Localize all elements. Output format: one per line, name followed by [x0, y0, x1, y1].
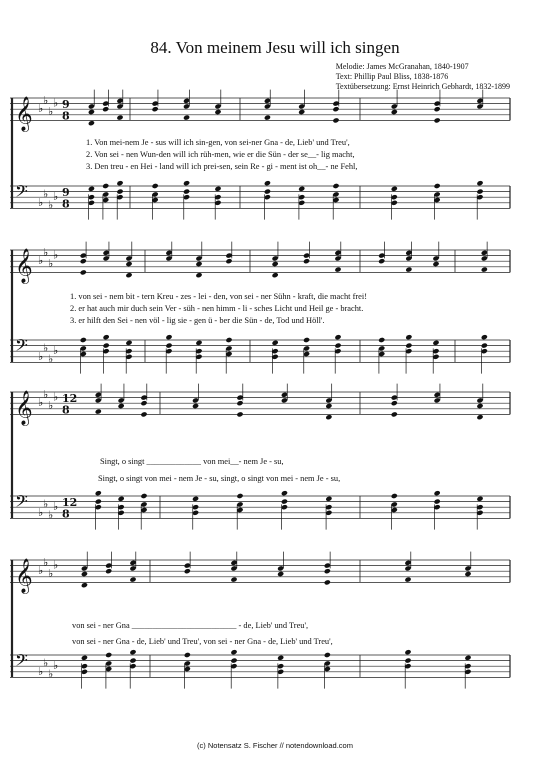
- note-head: [184, 568, 191, 574]
- flat-icon: ♭: [38, 254, 44, 268]
- note-head: [129, 658, 136, 664]
- note-head: [80, 337, 87, 343]
- note-head: [476, 403, 483, 409]
- note-head: [165, 343, 172, 349]
- note-head: [303, 337, 310, 343]
- flat-icon: ♭: [43, 341, 49, 355]
- lyric-sys2-verse2: 2. er hat auch mir duch sein Ver - süh - nen himm - li - sches Licht und Heil ge - bracht.: [70, 304, 364, 313]
- note-head: [192, 496, 199, 502]
- treble-clef-icon: 𝄞: [15, 96, 33, 132]
- note-head: [88, 120, 95, 126]
- note-head: [405, 343, 412, 349]
- note-head: [434, 183, 441, 189]
- note-head: [272, 261, 279, 267]
- note-head: [391, 400, 398, 406]
- note-head: [102, 183, 109, 189]
- flat-icon: ♭: [53, 558, 59, 572]
- flat-icon: ♭: [38, 195, 44, 209]
- note-head: [264, 180, 271, 186]
- note-head: [192, 403, 199, 409]
- note-head: [481, 267, 488, 273]
- flat-icon: ♭: [38, 102, 44, 116]
- note-head: [325, 496, 332, 502]
- note-head: [225, 258, 232, 264]
- note-head: [116, 180, 123, 186]
- note-head: [281, 499, 288, 505]
- note-head: [88, 186, 95, 192]
- note-head: [236, 411, 243, 417]
- time-signature-upper: 12: [62, 496, 78, 510]
- note-head: [80, 269, 87, 275]
- time-signature-lower: 8: [62, 507, 70, 521]
- note-head: [214, 109, 221, 115]
- note-head: [432, 340, 439, 346]
- note-head: [95, 490, 102, 496]
- note-head: [334, 267, 341, 273]
- note-head: [140, 493, 147, 499]
- time-signature-lower: 8: [62, 403, 70, 417]
- text-credit: Text: Phillip Paul Bliss, 1838-1876: [335, 72, 449, 81]
- note-head: [391, 109, 398, 115]
- flat-icon: ♭: [38, 664, 44, 678]
- flat-icon: ♭: [53, 390, 59, 404]
- note-head: [152, 183, 159, 189]
- note-head: [116, 189, 123, 195]
- flat-icon: ♭: [43, 656, 49, 670]
- note-head: [432, 261, 439, 267]
- note-head: [195, 261, 202, 267]
- lyric-sys4-lower: von sei - ner Gna - de, Lieb' und Treu', von sei - ner Gna - de, Lieb' und Treu',: [72, 637, 333, 646]
- flat-icon: ♭: [48, 667, 54, 681]
- flat-icon: ♭: [43, 245, 49, 259]
- flat-icon: ♭: [43, 555, 49, 569]
- note-head: [378, 337, 385, 343]
- note-head: [140, 400, 147, 406]
- translation-credit: Textübersetzung: Ernst Heinrich Gebhardt, 1832-1899: [335, 82, 510, 91]
- note-head: [325, 403, 332, 409]
- flat-icon: ♭: [48, 198, 54, 212]
- note-head: [404, 649, 411, 655]
- note-head: [105, 652, 112, 658]
- note-head: [434, 106, 441, 112]
- flat-icon: ♭: [48, 352, 54, 366]
- note-head: [125, 261, 132, 267]
- note-head: [264, 115, 271, 121]
- flat-icon: ♭: [38, 564, 44, 578]
- flat-icon: ♭: [48, 399, 54, 412]
- note-head: [125, 272, 132, 278]
- note-head: [118, 496, 125, 502]
- note-head: [118, 403, 125, 409]
- note-head: [481, 334, 488, 340]
- note-head: [334, 334, 341, 340]
- flat-icon: ♭: [48, 105, 54, 118]
- time-signature-lower: 8: [62, 197, 70, 211]
- note-head: [129, 649, 136, 655]
- note-head: [476, 414, 483, 420]
- lyric-sys1-verse1: 1. Von mei-nem Je - sus will ich sin-gen, von sei-ner Gna - de, Lieb' und Treu',: [86, 138, 350, 147]
- flat-icon: ♭: [53, 500, 59, 514]
- flat-icon: ♭: [43, 497, 49, 511]
- note-head: [481, 343, 488, 349]
- flat-icon: ♭: [53, 190, 59, 204]
- time-signature-upper: 9: [62, 98, 70, 112]
- note-head: [184, 652, 191, 658]
- note-head: [88, 109, 95, 115]
- note-head: [476, 180, 483, 186]
- note-head: [140, 411, 147, 417]
- flat-icon: ♭: [48, 257, 54, 270]
- note-head: [230, 577, 237, 583]
- time-signature-lower: 8: [62, 109, 70, 123]
- time-signature-upper: 12: [62, 392, 78, 406]
- note-head: [324, 579, 331, 585]
- note-head: [125, 340, 132, 346]
- note-head: [81, 582, 88, 588]
- note-head: [405, 334, 412, 340]
- note-head: [434, 117, 441, 123]
- note-head: [95, 409, 102, 415]
- lyric-sys2-verse1: 1. von sei - nem bit - tern Kreu - zes - lei - den, von sei - ner Sühn - kraft, die macht frei!: [70, 292, 367, 301]
- melody-credit: Melodie: James McGranahan, 1840-1907: [335, 62, 469, 71]
- note-head: [105, 568, 112, 574]
- lyric-sys1-verse3: 3. Den treu - en Hei - land will ich prei-sen, sein Re - gi - ment ist oh__- ne Fehl,: [86, 162, 358, 171]
- note-head: [324, 568, 331, 574]
- note-head: [324, 652, 331, 658]
- flat-icon: ♭: [53, 248, 59, 262]
- note-head: [332, 117, 339, 123]
- note-head: [277, 571, 284, 577]
- flat-icon: ♭: [43, 93, 49, 107]
- note-head: [476, 189, 483, 195]
- note-head: [378, 258, 385, 264]
- bass-clef-icon: 𝄢: [15, 335, 28, 360]
- note-head: [116, 115, 123, 121]
- note-head: [103, 334, 110, 340]
- treble-clef-icon: 𝄞: [15, 558, 33, 594]
- note-head: [165, 334, 172, 340]
- note-head: [303, 258, 310, 264]
- note-head: [391, 493, 398, 499]
- note-head: [264, 189, 271, 195]
- note-head: [464, 655, 471, 661]
- note-head: [405, 267, 412, 273]
- flat-icon: ♭: [43, 387, 49, 401]
- note-head: [464, 571, 471, 577]
- note-head: [81, 655, 88, 661]
- flat-icon: ♭: [53, 659, 59, 673]
- flat-icon: ♭: [48, 508, 54, 522]
- lyric-sys3-upper: Singt, o singt _____________ von mei__- nem Je - su,: [100, 457, 284, 466]
- note-head: [230, 649, 237, 655]
- note-head: [183, 180, 190, 186]
- note-head: [334, 343, 341, 349]
- note-head: [225, 337, 232, 343]
- flat-icon: ♭: [38, 505, 44, 519]
- note-head: [404, 658, 411, 664]
- note-head: [195, 272, 202, 278]
- note-head: [272, 272, 279, 278]
- flat-icon: ♭: [53, 96, 59, 110]
- note-head: [298, 186, 305, 192]
- note-head: [404, 577, 411, 583]
- lyric-sys2-verse3: 3. er hilft den Sei - nen völ - lig sie - gen ü - ber die Sün - de, Tod und Höll'.: [70, 316, 325, 325]
- note-head: [434, 499, 441, 505]
- flat-icon: ♭: [43, 187, 49, 201]
- footer-copyright: (c) Notensatz S. Fischer // notendownload.com: [197, 741, 353, 750]
- note-head: [214, 186, 221, 192]
- note-head: [183, 189, 190, 195]
- song-title: 84. Von meinem Jesu will ich singen: [150, 38, 400, 57]
- note-head: [152, 106, 159, 112]
- flat-icon: ♭: [48, 567, 54, 580]
- note-head: [195, 340, 202, 346]
- note-head: [476, 496, 483, 502]
- note-head: [277, 655, 284, 661]
- note-head: [298, 109, 305, 115]
- note-head: [434, 490, 441, 496]
- bass-clef-icon: 𝄢: [15, 650, 28, 675]
- treble-clef-icon: 𝄞: [15, 248, 33, 284]
- note-head: [236, 493, 243, 499]
- flat-icon: ♭: [38, 349, 44, 363]
- lyric-sys3-lower: Singt, o singt von mei - nem Je - su, singt, o singt von mei - nem Je - su,: [98, 474, 341, 483]
- time-signature-upper: 9: [62, 186, 70, 200]
- note-head: [80, 258, 87, 264]
- note-head: [332, 106, 339, 112]
- lyric-sys1-verse2: 2. Von sei - nen Wun-den will ich rüh-men, wie er die Sün - der se__- lig macht,: [86, 150, 355, 159]
- lyric-sys4-upper: von sei - ner Gna _________________________ - de, Lieb' und Treu',: [72, 621, 309, 630]
- note-head: [129, 577, 136, 583]
- note-head: [281, 490, 288, 496]
- note-head: [391, 186, 398, 192]
- flat-icon: ♭: [38, 396, 44, 410]
- note-head: [81, 571, 88, 577]
- note-head: [95, 499, 102, 505]
- note-head: [183, 115, 190, 121]
- note-head: [102, 106, 109, 112]
- note-head: [230, 658, 237, 664]
- flat-icon: ♭: [53, 344, 59, 358]
- bass-clef-icon: 𝄢: [15, 491, 28, 516]
- bass-clef-icon: 𝄢: [15, 181, 28, 206]
- note-head: [272, 340, 279, 346]
- note-head: [391, 411, 398, 417]
- note-head: [236, 400, 243, 406]
- note-head: [332, 183, 339, 189]
- note-head: [325, 414, 332, 420]
- note-head: [103, 343, 110, 349]
- treble-clef-icon: 𝄞: [15, 390, 33, 426]
